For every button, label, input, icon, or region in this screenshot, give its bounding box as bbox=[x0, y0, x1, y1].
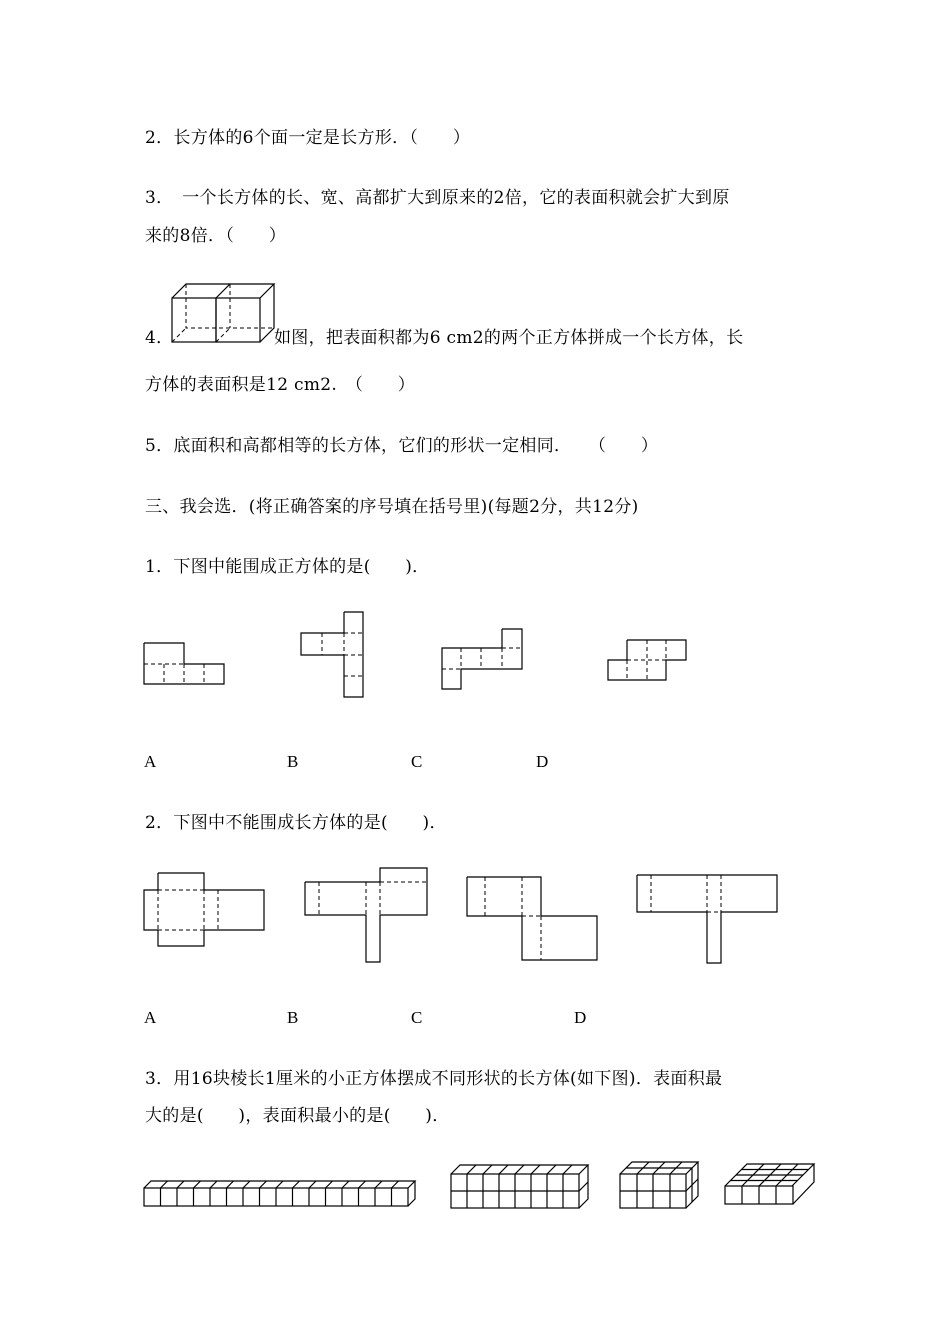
option-b-label-2: B bbox=[287, 1008, 299, 1027]
option-d-label-2: D bbox=[574, 1008, 587, 1027]
cuboid-4x4x1 bbox=[724, 1162, 816, 1206]
net-b bbox=[301, 611, 365, 699]
cuboid-net-c bbox=[466, 876, 600, 962]
judge-q5: 5．底面积和高都相等的长方体，它们的形状一定相同． （ ） bbox=[145, 436, 659, 456]
net-a bbox=[144, 642, 226, 686]
cuboid-net-d bbox=[636, 874, 780, 966]
judge-q3-line2: 来的8倍．（ ） bbox=[145, 226, 287, 246]
option-b-label: B bbox=[287, 752, 299, 771]
option-c-label-2: C bbox=[411, 1008, 423, 1027]
choice-q1: 1．下图中能围成正方体的是( )． bbox=[145, 557, 430, 577]
judge-q4-number: 4． bbox=[145, 328, 174, 348]
choice-q3-line1: 3．用16块棱长1厘米的小正方体摆成不同形状的长方体(如下图)．表面积最 bbox=[145, 1069, 723, 1089]
option-a-label: A bbox=[144, 752, 157, 771]
cuboid-net-a bbox=[144, 872, 266, 948]
net-d bbox=[607, 639, 689, 683]
cuboid-1x1x16 bbox=[143, 1180, 417, 1210]
option-a-label-2: A bbox=[144, 1008, 157, 1027]
section-3-heading: 三、我会选．(将正确答案的序号填在括号里)(每题2分，共12分) bbox=[145, 497, 639, 517]
option-d-label: D bbox=[536, 752, 549, 771]
cuboid-2x2x4 bbox=[619, 1160, 701, 1210]
net-c bbox=[441, 628, 525, 692]
judge-q2: 2．长方体的6个面一定是长方形．（ ） bbox=[145, 128, 471, 148]
cuboid-1x2x8 bbox=[450, 1164, 592, 1210]
option-c-label: C bbox=[411, 752, 423, 771]
judge-q4-line2: 方体的表面积是12 cm2. （ ） bbox=[145, 375, 416, 395]
choice-q2: 2．下图中不能围成长方体的是( )． bbox=[145, 813, 447, 833]
choice-q3-line2: 大的是( )，表面积最小的是( )． bbox=[145, 1106, 450, 1126]
two-cubes-figure bbox=[170, 282, 274, 344]
judge-q4-line1: 如图，把表面积都为6 cm2的两个正方体拼成一个长方体，长 bbox=[274, 328, 744, 348]
cuboid-net-b bbox=[304, 867, 430, 965]
judge-q3-line1: 3． 一个长方体的长、宽、高都扩大到原来的2倍，它的表面积就会扩大到原 bbox=[145, 188, 730, 208]
